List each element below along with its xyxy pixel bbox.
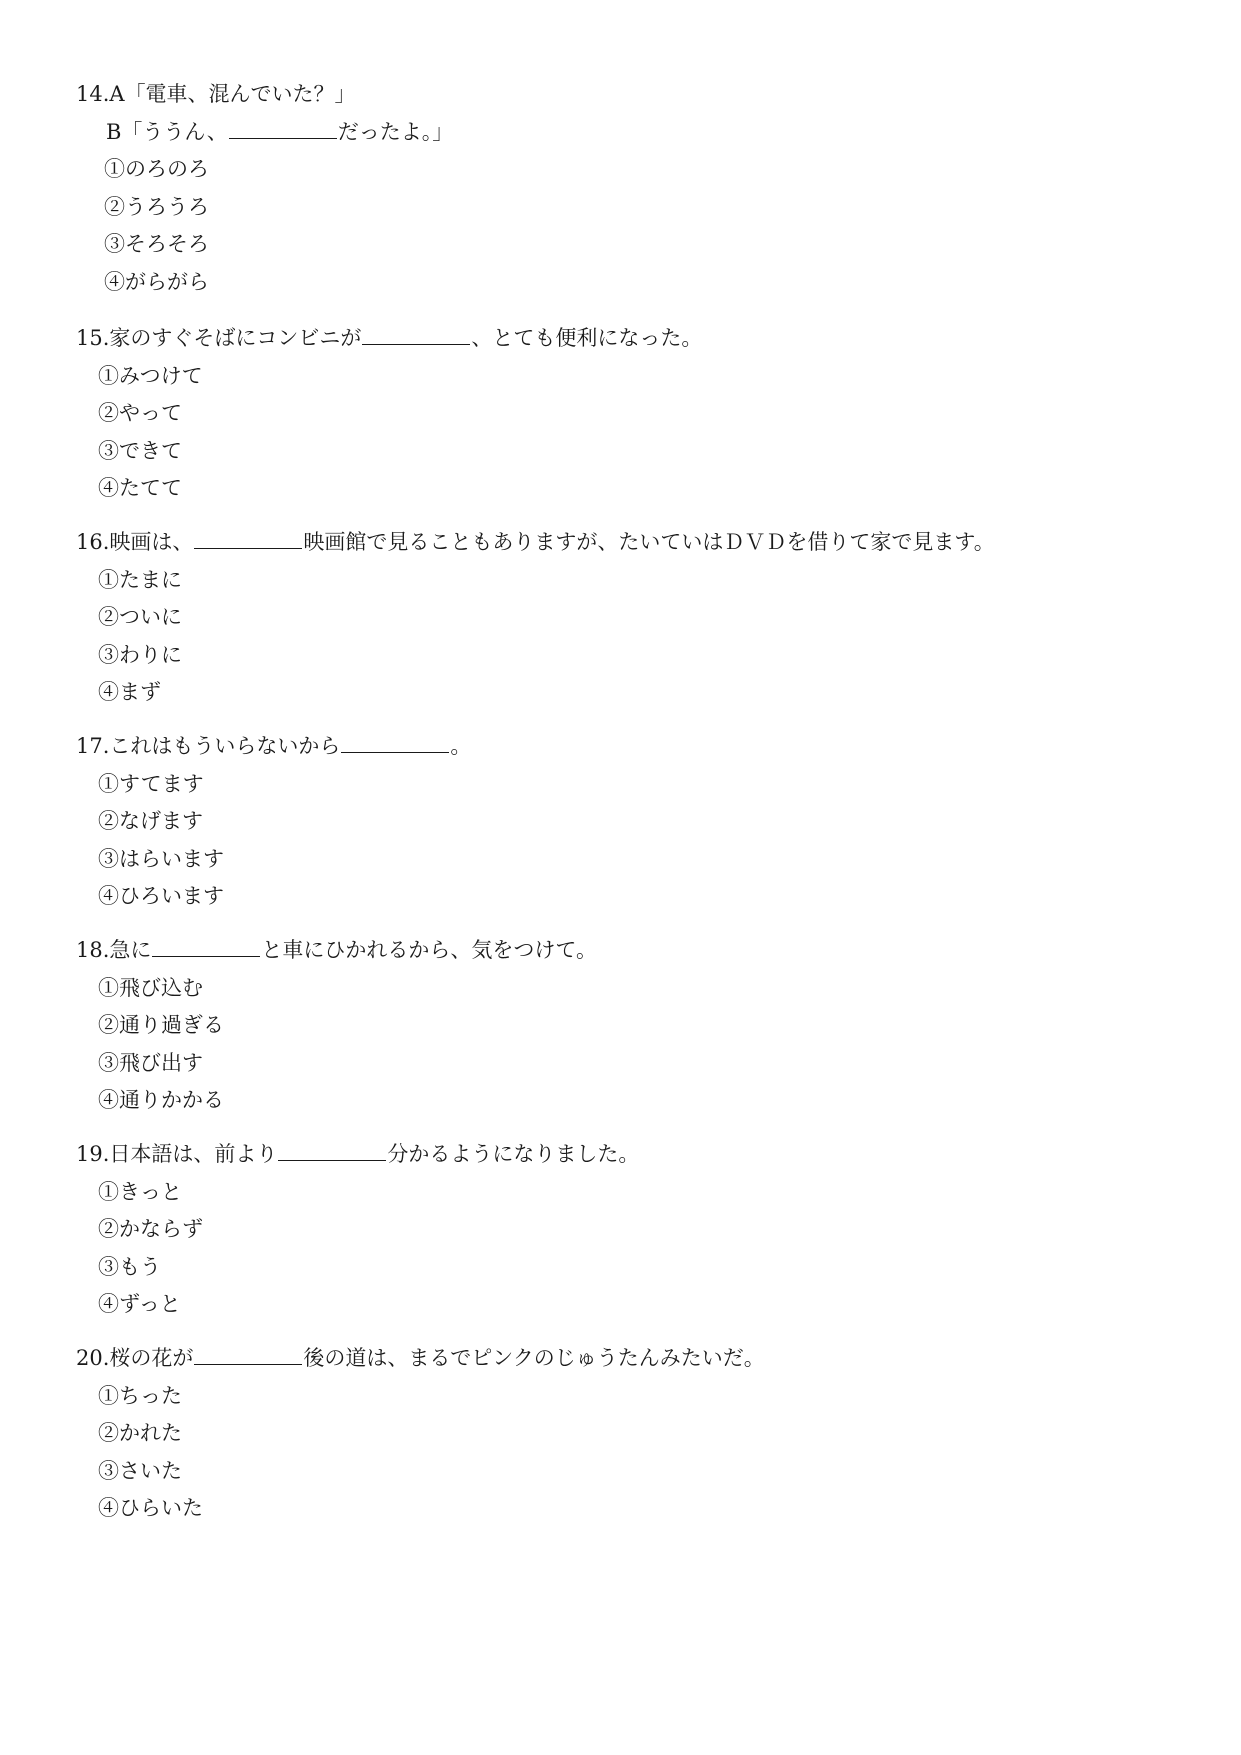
question-15-stem xyxy=(76,320,1196,358)
question-17-after: 。 xyxy=(450,734,472,758)
question-19-after: 分かるようになりました。 xyxy=(387,1142,640,1166)
question-16-before: 16.映画は、 xyxy=(76,530,194,554)
option-3: ③そろそろ xyxy=(104,232,209,256)
question-17-before: 17.これはもういらないから xyxy=(76,734,341,758)
question-16-stem xyxy=(76,524,1196,562)
option-2: ②かならず xyxy=(98,1217,203,1241)
option-2: ②ついに xyxy=(98,605,182,629)
option-4: ④ひろいます xyxy=(98,884,224,908)
option-1: ①きっと xyxy=(98,1179,182,1204)
question-14-line-b xyxy=(76,114,1196,152)
option-4: ④ずっと xyxy=(98,1292,181,1316)
question-16 xyxy=(76,524,1196,712)
question-15-after: 、とても便利になった。 xyxy=(471,326,703,350)
answer-blank xyxy=(194,1342,302,1365)
question-14 xyxy=(76,76,1196,301)
answer-blank xyxy=(194,526,302,549)
option-1: ①ちった xyxy=(98,1383,182,1408)
option-1: ①すてます xyxy=(98,771,204,796)
question-17 xyxy=(76,728,1196,916)
option-2: ②なげます xyxy=(98,809,203,833)
option-4: ④ひらいた xyxy=(98,1496,203,1520)
question-18-stem xyxy=(76,932,1196,970)
option-3: ③わりに xyxy=(98,642,182,667)
option-3: ③さいた xyxy=(98,1458,182,1483)
question-18-after: と車にひかれるから、気をつけて。 xyxy=(261,938,597,962)
answer-blank xyxy=(152,934,260,957)
option-4: ④まず xyxy=(98,680,161,704)
option-3: ③はらいます xyxy=(98,846,224,871)
option-2: ②やって xyxy=(98,401,182,425)
question-15 xyxy=(76,320,1196,508)
option-2: ②うろうろ xyxy=(104,194,209,219)
answer-blank xyxy=(278,1138,386,1161)
option-4: ④がらがら xyxy=(104,269,209,294)
option-1: ①のろのろ xyxy=(104,157,209,181)
question-14-line-b-after: だったよ。」 xyxy=(337,119,454,144)
answer-blank xyxy=(229,116,337,139)
answer-blank xyxy=(341,730,449,753)
option-2: ②かれた xyxy=(98,1421,182,1445)
question-14-line-b-before: B「ううん、 xyxy=(106,119,228,144)
option-3: ③できて xyxy=(98,438,182,463)
option-3: ③飛び出す xyxy=(98,1050,203,1075)
question-20-before: 20.桜の花が xyxy=(76,1346,194,1370)
question-16-after: 映画館で見ることもありますが、たいていはＤＶＤを借りて家で見ます。 xyxy=(303,530,995,554)
option-1: ①たまに xyxy=(98,567,182,592)
question-20 xyxy=(76,1340,1196,1528)
option-3: ③もう xyxy=(98,1254,161,1279)
question-15-before: 15.家のすぐそばにコンビニが xyxy=(76,326,362,350)
question-18-before: 18.急に xyxy=(76,938,152,962)
question-19-stem xyxy=(76,1136,1196,1174)
question-20-stem xyxy=(76,1340,1196,1378)
answer-blank xyxy=(362,322,470,345)
question-14-line-a: 14.A「電車、混んでいた？」 xyxy=(76,82,356,106)
question-19-before: 19.日本語は、前より xyxy=(76,1142,278,1166)
option-4: ④通りかかる xyxy=(98,1088,224,1112)
question-19 xyxy=(76,1136,1196,1324)
question-18 xyxy=(76,932,1196,1120)
option-4: ④たてて xyxy=(98,476,182,500)
question-17-stem xyxy=(76,728,1196,766)
option-2: ②通り過ぎる xyxy=(98,1013,224,1037)
option-1: ①飛び込む xyxy=(98,975,203,1000)
option-1: ①みつけて xyxy=(98,363,203,388)
question-20-after: 後の道は、まるでピンクのじゅうたんみたいだ。 xyxy=(303,1346,765,1370)
